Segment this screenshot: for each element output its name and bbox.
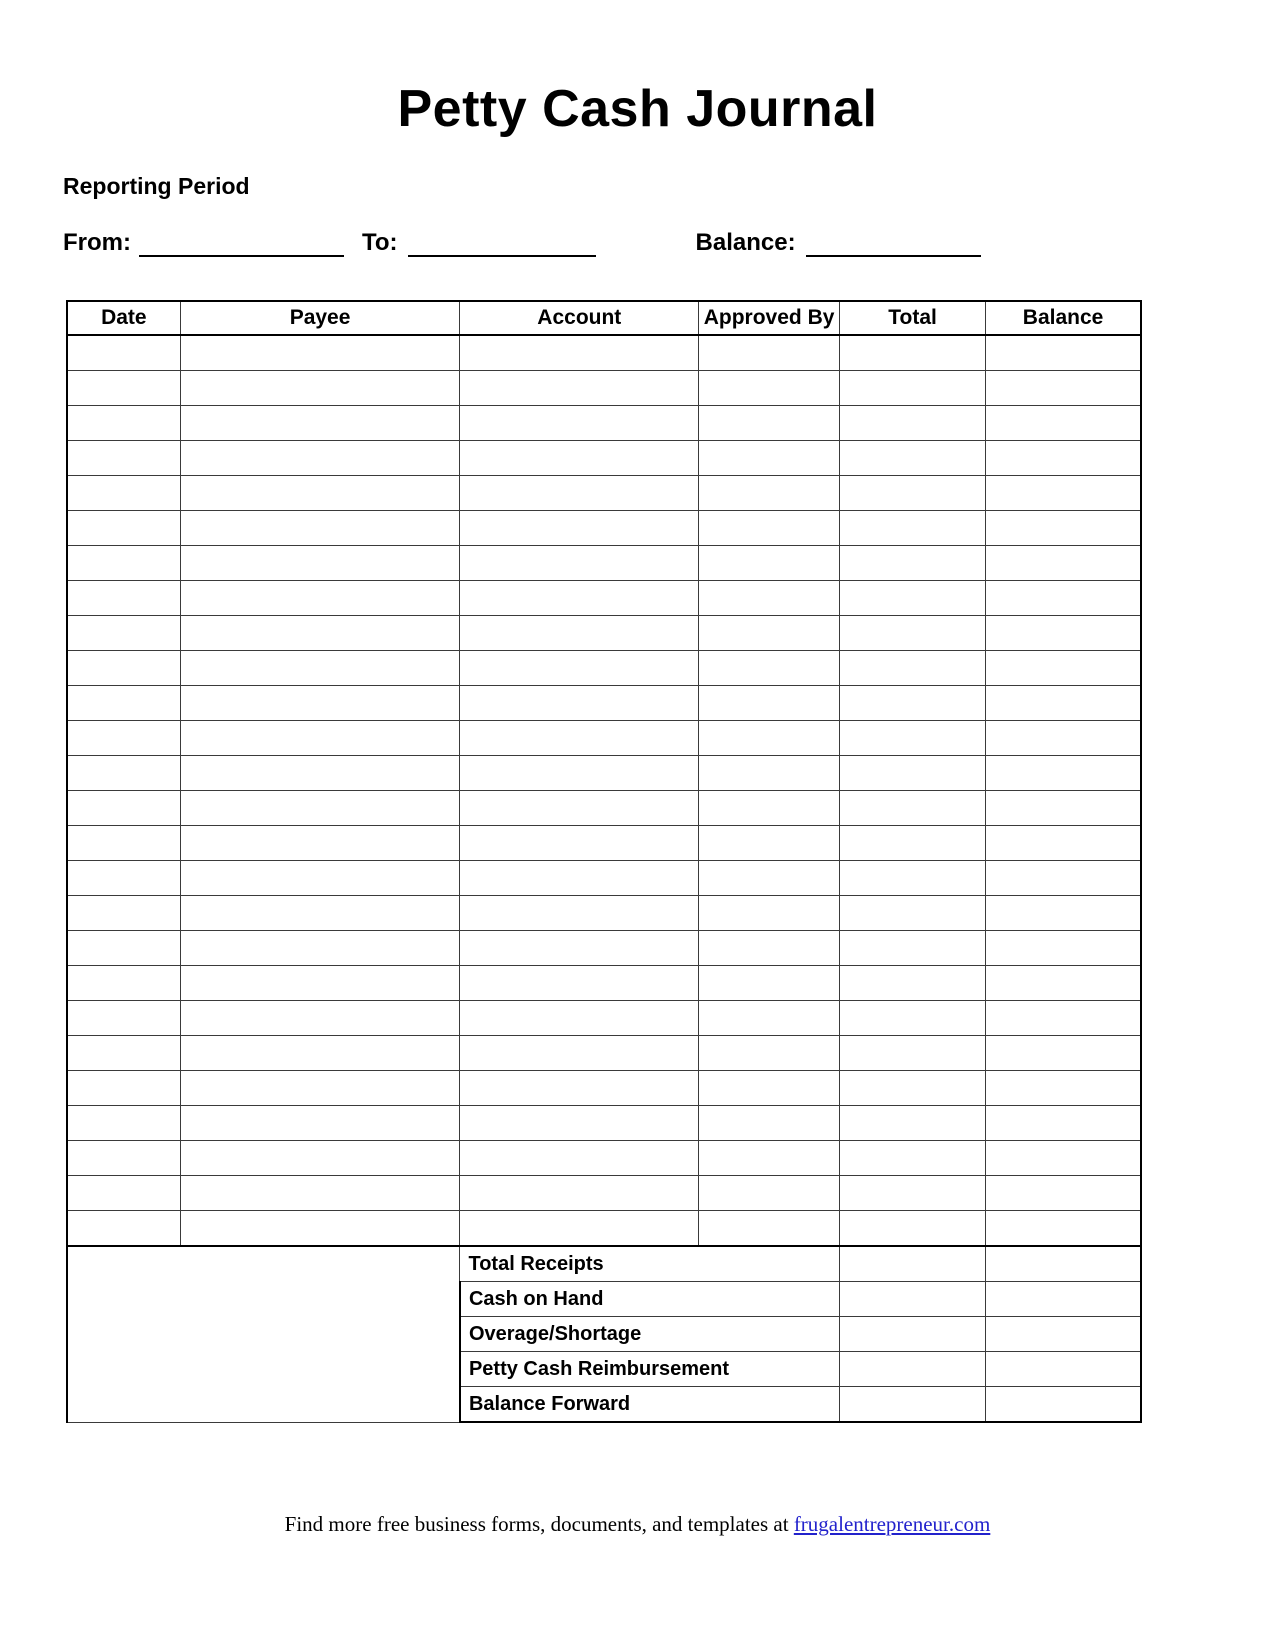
entry-cell-account[interactable] [460, 1211, 699, 1247]
entry-cell-total[interactable] [840, 721, 986, 756]
entry-cell-total[interactable] [840, 756, 986, 791]
entry-cell-account[interactable] [460, 581, 699, 616]
entry-cell-account[interactable] [460, 966, 699, 1001]
entry-cell-approved_by[interactable] [699, 406, 840, 441]
summary-total-cell[interactable] [840, 1317, 986, 1352]
entry-cell-approved_by[interactable] [699, 1071, 840, 1106]
column-header-approved-by: Approved By [699, 301, 840, 335]
entry-cell-payee[interactable] [180, 826, 460, 861]
entry-cell-date[interactable] [67, 791, 180, 826]
entry-cell-date[interactable] [67, 686, 180, 721]
entry-cell-payee[interactable] [180, 1001, 460, 1036]
table-row [67, 826, 1141, 861]
entry-cell-account[interactable] [460, 1071, 699, 1106]
entry-cell-account[interactable] [460, 476, 699, 511]
entry-cell-payee[interactable] [180, 861, 460, 896]
entry-cell-account[interactable] [460, 721, 699, 756]
summary-label: Overage/Shortage [460, 1317, 840, 1352]
entry-cell-account[interactable] [460, 1106, 699, 1141]
entry-cell-account[interactable] [460, 441, 699, 476]
from-input[interactable] [139, 235, 344, 257]
table-row [67, 721, 1141, 756]
table-row [67, 896, 1141, 931]
summary-balance-cell[interactable] [986, 1317, 1141, 1352]
entry-cell-approved_by[interactable] [699, 441, 840, 476]
column-header-payee: Payee [180, 301, 460, 335]
entry-cell-account[interactable] [460, 686, 699, 721]
entry-cell-date[interactable] [67, 581, 180, 616]
footer [0, 1512, 1275, 1537]
summary-balance-cell[interactable] [986, 1387, 1141, 1423]
entry-cell-date[interactable] [67, 1071, 180, 1106]
entry-cell-payee[interactable] [180, 966, 460, 1001]
entry-cell-total[interactable] [840, 966, 986, 1001]
entry-cell-approved_by[interactable] [699, 651, 840, 686]
entry-cell-account[interactable] [460, 896, 699, 931]
table-row [67, 371, 1141, 406]
entry-cell-approved_by[interactable] [699, 791, 840, 826]
table-row [67, 1071, 1141, 1106]
entry-cell-total[interactable] [840, 826, 986, 861]
entry-cell-total[interactable] [840, 686, 986, 721]
entry-cell-total[interactable] [840, 335, 986, 371]
entry-cell-total[interactable] [840, 511, 986, 546]
entry-cell-account[interactable] [460, 616, 699, 651]
entry-cell-approved_by[interactable] [699, 826, 840, 861]
entry-cell-date[interactable] [67, 966, 180, 1001]
entry-cell-account[interactable] [460, 651, 699, 686]
entry-cell-balance[interactable] [986, 966, 1141, 1001]
entry-cell-date[interactable] [67, 931, 180, 966]
reporting-period-fields [63, 229, 1163, 261]
entry-cell-approved_by[interactable] [699, 511, 840, 546]
entry-cell-balance[interactable] [986, 1001, 1141, 1036]
table-header-row [67, 301, 1141, 335]
entry-cell-date[interactable] [67, 371, 180, 406]
entry-cell-balance[interactable] [986, 371, 1141, 406]
entry-cell-payee[interactable] [180, 791, 460, 826]
entry-cell-date[interactable] [67, 546, 180, 581]
table-row [67, 511, 1141, 546]
table-entry-body [67, 335, 1141, 1246]
entry-cell-payee[interactable] [180, 581, 460, 616]
entry-cell-approved_by[interactable] [699, 966, 840, 1001]
from-field-group [63, 229, 344, 257]
summary-balance-cell[interactable] [986, 1246, 1141, 1282]
summary-balance-cell[interactable] [986, 1352, 1141, 1387]
entry-cell-balance[interactable] [986, 1211, 1141, 1247]
entry-cell-payee[interactable] [180, 686, 460, 721]
entry-cell-date[interactable] [67, 651, 180, 686]
entry-cell-total[interactable] [840, 1071, 986, 1106]
summary-label: Cash on Hand [460, 1282, 840, 1317]
entry-cell-total[interactable] [840, 1106, 986, 1141]
entry-cell-date[interactable] [67, 1001, 180, 1036]
entry-cell-payee[interactable] [180, 651, 460, 686]
entry-cell-payee[interactable] [180, 721, 460, 756]
to-label: To: [362, 229, 398, 256]
entry-cell-payee[interactable] [180, 1211, 460, 1247]
entry-cell-approved_by[interactable] [699, 686, 840, 721]
table-row [67, 651, 1141, 686]
entry-cell-date[interactable] [67, 1176, 180, 1211]
entry-cell-approved_by[interactable] [699, 756, 840, 791]
entry-cell-date[interactable] [67, 335, 180, 371]
entry-cell-approved_by[interactable] [699, 1036, 840, 1071]
entry-cell-total[interactable] [840, 581, 986, 616]
entry-cell-payee[interactable] [180, 1176, 460, 1211]
entry-cell-total[interactable] [840, 616, 986, 651]
entry-cell-balance[interactable] [986, 441, 1141, 476]
summary-row [67, 1246, 1141, 1282]
column-header-total: Total [840, 301, 986, 335]
column-header-balance: Balance [986, 301, 1141, 335]
table-row [67, 1141, 1141, 1176]
to-input[interactable] [408, 235, 596, 257]
entry-cell-balance[interactable] [986, 406, 1141, 441]
entry-cell-balance[interactable] [986, 861, 1141, 896]
entry-cell-account[interactable] [460, 546, 699, 581]
entry-cell-balance[interactable] [986, 721, 1141, 756]
entry-cell-approved_by[interactable] [699, 1106, 840, 1141]
entry-cell-account[interactable] [460, 406, 699, 441]
entry-cell-date[interactable] [67, 406, 180, 441]
summary-total-cell[interactable] [840, 1246, 986, 1282]
entry-cell-date[interactable] [67, 721, 180, 756]
table-row [67, 1036, 1141, 1071]
entry-cell-balance[interactable] [986, 756, 1141, 791]
entry-cell-total[interactable] [840, 896, 986, 931]
entry-cell-total[interactable] [840, 861, 986, 896]
reporting-period-heading: Reporting Period [63, 173, 250, 199]
summary-label: Petty Cash Reimbursement [460, 1352, 840, 1387]
table-row [67, 406, 1141, 441]
entry-cell-payee[interactable] [180, 441, 460, 476]
table-summary-body [67, 1246, 1141, 1422]
entry-cell-account[interactable] [460, 511, 699, 546]
entry-cell-approved_by[interactable] [699, 546, 840, 581]
entry-cell-date[interactable] [67, 1141, 180, 1176]
entry-cell-date[interactable] [67, 896, 180, 931]
entry-cell-approved_by[interactable] [699, 931, 840, 966]
summary-total-cell[interactable] [840, 1352, 986, 1387]
balance-input[interactable] [806, 235, 981, 257]
entry-cell-date[interactable] [67, 1036, 180, 1071]
table-row [67, 441, 1141, 476]
table-row [67, 581, 1141, 616]
entry-cell-payee[interactable] [180, 371, 460, 406]
entry-cell-payee[interactable] [180, 896, 460, 931]
entry-cell-approved_by[interactable] [699, 616, 840, 651]
entry-cell-balance[interactable] [986, 1141, 1141, 1176]
entry-cell-approved_by[interactable] [699, 581, 840, 616]
table-row [67, 791, 1141, 826]
entry-cell-balance[interactable] [986, 511, 1141, 546]
balance-field-group [696, 229, 981, 257]
entry-cell-payee[interactable] [180, 1141, 460, 1176]
column-header-date: Date [67, 301, 180, 335]
entry-cell-payee[interactable] [180, 476, 460, 511]
entry-cell-balance[interactable] [986, 476, 1141, 511]
table-row [67, 931, 1141, 966]
entry-cell-date[interactable] [67, 511, 180, 546]
entry-cell-date[interactable] [67, 1106, 180, 1141]
entry-cell-balance[interactable] [986, 791, 1141, 826]
entry-cell-account[interactable] [460, 1141, 699, 1176]
entry-cell-balance[interactable] [986, 686, 1141, 721]
entry-cell-account[interactable] [460, 1176, 699, 1211]
entry-cell-total[interactable] [840, 406, 986, 441]
entry-cell-payee[interactable] [180, 1036, 460, 1071]
table-row [67, 1211, 1141, 1247]
table-row [67, 546, 1141, 581]
entry-cell-total[interactable] [840, 1001, 986, 1036]
summary-total-cell[interactable] [840, 1387, 986, 1423]
entry-cell-date[interactable] [67, 441, 180, 476]
entry-cell-total[interactable] [840, 1036, 986, 1071]
summary-label: Balance Forward [460, 1387, 840, 1423]
entry-cell-payee[interactable] [180, 1071, 460, 1106]
entry-cell-account[interactable] [460, 791, 699, 826]
table-header [67, 301, 1141, 335]
entry-cell-balance[interactable] [986, 581, 1141, 616]
entry-cell-total[interactable] [840, 1176, 986, 1211]
entry-cell-total[interactable] [840, 1211, 986, 1247]
page-title: Petty Cash Journal [397, 80, 878, 138]
entry-cell-balance[interactable] [986, 1036, 1141, 1071]
entry-cell-total[interactable] [840, 1141, 986, 1176]
footer-link[interactable]: frugalentrepreneur.com [793, 1512, 991, 1536]
from-label: From: [63, 229, 131, 256]
entry-cell-total[interactable] [840, 476, 986, 511]
column-header-account: Account [460, 301, 699, 335]
entry-cell-balance[interactable] [986, 651, 1141, 686]
entry-cell-account[interactable] [460, 335, 699, 371]
footer-text: Find more free business forms, documents, and templates at [284, 1512, 794, 1536]
entry-cell-approved_by[interactable] [699, 721, 840, 756]
entry-cell-total[interactable] [840, 791, 986, 826]
entry-cell-approved_by[interactable] [699, 896, 840, 931]
entry-cell-payee[interactable] [180, 511, 460, 546]
entry-cell-date[interactable] [67, 1211, 180, 1247]
summary-label: Total Receipts [460, 1246, 840, 1282]
entry-cell-payee[interactable] [180, 546, 460, 581]
entry-cell-total[interactable] [840, 651, 986, 686]
entry-cell-balance[interactable] [986, 1071, 1141, 1106]
entry-cell-date[interactable] [67, 756, 180, 791]
entry-cell-date[interactable] [67, 861, 180, 896]
table-row [67, 861, 1141, 896]
entry-cell-approved_by[interactable] [699, 371, 840, 406]
entry-cell-payee[interactable] [180, 1106, 460, 1141]
table-row [67, 1106, 1141, 1141]
entry-cell-total[interactable] [840, 441, 986, 476]
table-row [67, 686, 1141, 721]
entry-cell-total[interactable] [840, 371, 986, 406]
entry-cell-payee[interactable] [180, 931, 460, 966]
summary-total-cell[interactable] [840, 1282, 986, 1317]
entry-cell-account[interactable] [460, 756, 699, 791]
entry-cell-account[interactable] [460, 371, 699, 406]
petty-cash-journal-table [66, 300, 1142, 1423]
entry-cell-approved_by[interactable] [699, 1211, 840, 1247]
entry-cell-balance[interactable] [986, 1106, 1141, 1141]
entry-cell-balance[interactable] [986, 335, 1141, 371]
to-field-group [362, 229, 596, 257]
entry-cell-account[interactable] [460, 1001, 699, 1036]
entry-cell-account[interactable] [460, 826, 699, 861]
entry-cell-payee[interactable] [180, 616, 460, 651]
table-row [67, 616, 1141, 651]
entry-cell-balance[interactable] [986, 1176, 1141, 1211]
table-row [67, 335, 1141, 371]
entry-cell-approved_by[interactable] [699, 1001, 840, 1036]
entry-cell-account[interactable] [460, 931, 699, 966]
entry-cell-total[interactable] [840, 546, 986, 581]
summary-balance-cell[interactable] [986, 1282, 1141, 1317]
table-row [67, 756, 1141, 791]
entry-cell-date[interactable] [67, 826, 180, 861]
entry-cell-balance[interactable] [986, 546, 1141, 581]
table-row [67, 1001, 1141, 1036]
entry-cell-approved_by[interactable] [699, 335, 840, 371]
entry-cell-approved_by[interactable] [699, 476, 840, 511]
entry-cell-balance[interactable] [986, 616, 1141, 651]
balance-label: Balance: [695, 229, 796, 256]
entry-cell-account[interactable] [460, 861, 699, 896]
entry-cell-account[interactable] [460, 1036, 699, 1071]
table-row [67, 966, 1141, 1001]
table-row [67, 1176, 1141, 1211]
entry-cell-approved_by[interactable] [699, 1141, 840, 1176]
entry-cell-balance[interactable] [986, 826, 1141, 861]
entry-cell-date[interactable] [67, 616, 180, 651]
entry-cell-total[interactable] [840, 931, 986, 966]
entry-cell-approved_by[interactable] [699, 861, 840, 896]
entry-cell-balance[interactable] [986, 931, 1141, 966]
table-row [67, 476, 1141, 511]
entry-cell-date[interactable] [67, 476, 180, 511]
entry-cell-payee[interactable] [180, 756, 460, 791]
entry-cell-approved_by[interactable] [699, 1176, 840, 1211]
entry-cell-balance[interactable] [986, 896, 1141, 931]
entry-cell-payee[interactable] [180, 335, 460, 371]
entry-cell-payee[interactable] [180, 406, 460, 441]
summary-blank-area [67, 1246, 460, 1422]
